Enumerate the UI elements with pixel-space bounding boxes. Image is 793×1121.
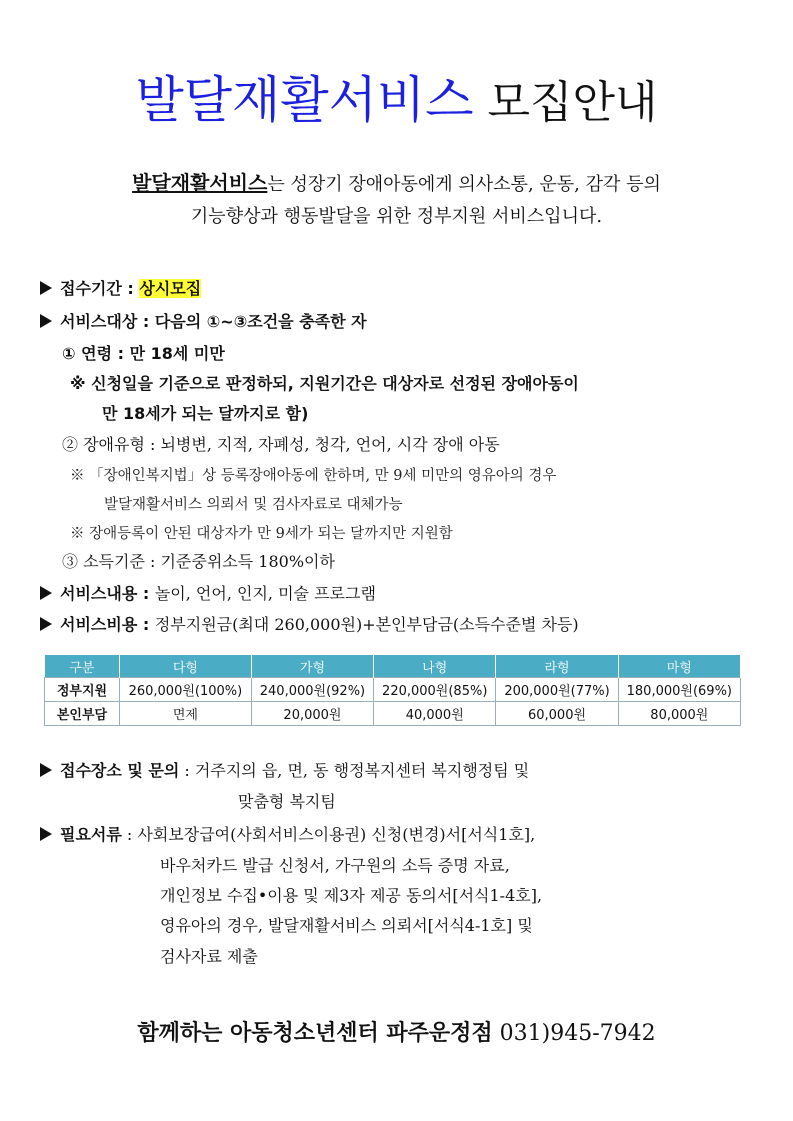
reception-label: 접수기간 :	[60, 279, 140, 298]
title-highlight: 발달재활서비스	[135, 71, 474, 129]
service-cost	[40, 614, 579, 636]
table-header-cell: 라형	[496, 655, 618, 678]
triangle-bullet-icon	[40, 763, 52, 777]
content-value: 놀이, 언어, 인지, 미술 프로그램	[154, 584, 376, 603]
reception-value: 상시모집	[139, 279, 202, 298]
title-rest: 모집안내	[487, 77, 658, 128]
docs-line-2: 바우처카드 발급 신청서, 가구원의 소득 증명 자료,	[160, 856, 510, 875]
table-header-cell: 구분	[45, 655, 120, 678]
condition-disability-note-3: ※ 장애등록이 안된 대상자가 만 9세가 되는 달까지만 지원함	[70, 526, 453, 542]
intro-line-2: 기능향상과 행동발달을 위한 정부지원 서비스입니다.	[190, 206, 603, 227]
condition-age: ① 연령 : 만 18세 미만	[62, 344, 225, 363]
table-cell: 220,000원(85%)	[374, 678, 496, 702]
triangle-bullet-icon	[40, 314, 52, 328]
footer-phone: 031)945-7942	[499, 1021, 656, 1046]
table-cell: 240,000원(92%)	[251, 678, 373, 702]
table-cell: 80,000원	[618, 702, 740, 726]
triangle-bullet-icon	[40, 617, 52, 631]
docs-line-4: 영유아의 경우, 발달재활서비스 의뢰서[서식4-1호] 및	[160, 916, 533, 935]
table-header-cell: 나형	[374, 655, 496, 678]
triangle-bullet-icon	[40, 586, 52, 600]
place-line-2: 맞춤형 복지팀	[238, 792, 336, 811]
cost-label: 서비스비용 :	[60, 615, 155, 634]
condition-disability-note-1: ※ 「장애인복지법」상 등록장애아동에 한하며, 만 9세 미만의 영유아의 경우	[70, 468, 557, 484]
docs-line-1: : 사회보장급여(사회서비스이용권) 신청(변경)서[서식1호],	[121, 825, 536, 844]
table-header-cell: 마형	[618, 655, 740, 678]
table-row-header: 정부지원	[45, 678, 120, 702]
place-label: 접수장소 및 문의	[60, 761, 180, 780]
place-line-1: : 거주지의 읍, 면, 동 행정복지센터 복지행정팀 및	[179, 761, 530, 780]
reception-place	[40, 760, 529, 782]
intro-term: 발달재활서비스	[132, 171, 268, 195]
table-cell: 40,000원	[374, 702, 496, 726]
table-header-row	[45, 655, 741, 678]
condition-income: ③ 소득기준 : 기준중위소득 180%이하	[62, 552, 335, 571]
cost-value: 정부지원금(최대 260,000원)+본인부담금(소득수준별 차등)	[154, 615, 579, 634]
triangle-bullet-icon	[40, 827, 52, 841]
table-cell: 60,000원	[496, 702, 618, 726]
table-header-cell: 다형	[120, 655, 252, 678]
docs-line-5: 검사자료 제출	[160, 947, 258, 966]
cost-table	[44, 655, 741, 726]
table-cell: 180,000원(69%)	[618, 678, 740, 702]
table-header-cell: 가형	[251, 655, 373, 678]
condition-age-note-2: 만 18세가 되는 달까지로 함)	[102, 404, 309, 423]
table-row	[45, 678, 741, 702]
target-label: 서비스대상 : 다음의 ①~③조건을 충족한 자	[60, 312, 367, 331]
page-title	[0, 60, 793, 132]
condition-disability-note-2: 발달재활서비스 의뢰서 및 검사자료로 대체가능	[104, 497, 403, 513]
docs-line-3: 개인정보 수집•이용 및 제3자 제공 동의서[서식1-4호],	[160, 886, 543, 905]
footer-org: 함께하는 아동청소년센터 파주운정점	[137, 1021, 493, 1046]
reception-period	[40, 278, 201, 300]
table-cell: 20,000원	[251, 702, 373, 726]
intro-line1-rest: 는 성장기 장애아동에게 의사소통, 운동, 감각 등의	[267, 174, 661, 195]
required-docs	[40, 824, 535, 846]
docs-label: 필요서류	[60, 825, 122, 844]
condition-age-note-1: ※ 신청일을 기준으로 판정하되, 지원기간은 대상자로 선정된 장애아동이	[70, 374, 579, 393]
footer-contact	[0, 1016, 793, 1047]
service-content	[40, 583, 376, 605]
condition-disability: ② 장애유형 : 뇌병변, 지적, 자폐성, 청각, 언어, 시각 장애 아동	[62, 435, 500, 454]
table-row-header: 본인부담	[45, 702, 120, 726]
table-cell: 260,000원(100%)	[120, 678, 252, 702]
table-row	[45, 702, 741, 726]
table-cell: 200,000원(77%)	[496, 678, 618, 702]
content-label: 서비스내용 :	[60, 584, 155, 603]
table-cell: 면제	[120, 702, 252, 726]
triangle-bullet-icon	[40, 281, 52, 295]
intro-line-1	[0, 166, 793, 202]
target-heading	[40, 311, 367, 333]
